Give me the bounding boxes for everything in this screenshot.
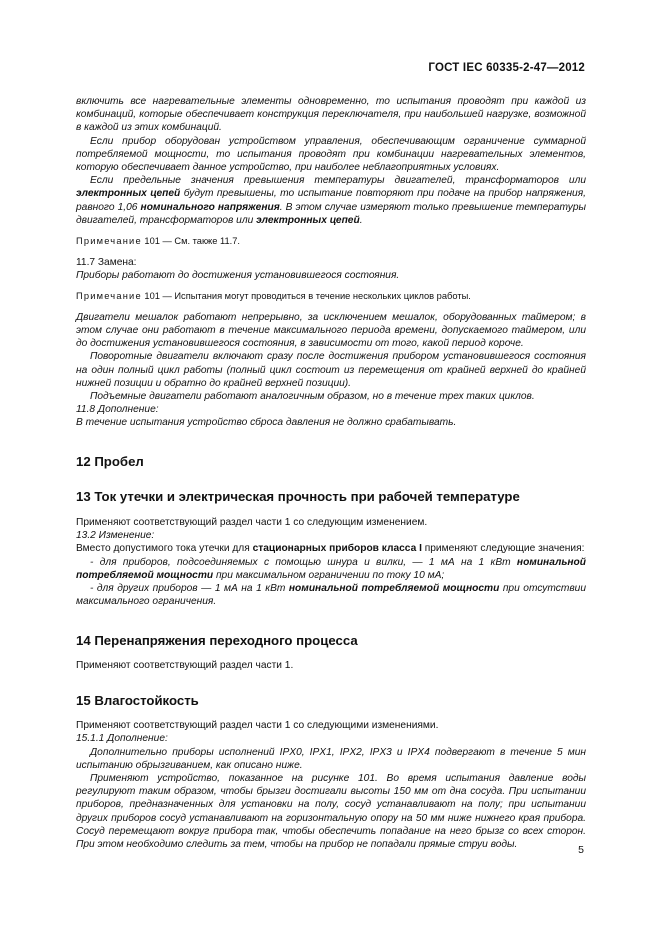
paragraph: Если прибор оборудован устройством управления, обеспечивающим ограничение суммарной потребляемой мощности, то испытания проводят при комбинации нагревательных элементов, которую обеспечивает данное устройство, при наиболее неблагоприятных условиях. [76, 135, 586, 174]
paragraph: Двигатели мешалок работают непрерывно, за исключением мешалок, оборудованных таймером; в этом случае они работают в течение максимального периода времени, допускаемого таймером, или до достижения установившегося состояния, в зависимости от того, какой период короче. [76, 311, 586, 350]
list-item: - для приборов, подсоединяемых с помощью шнура и вилки, — 1 мА на 1 кВт номинальной потребляемой мощности при максимальном ограничении по току 10 мА; [76, 556, 586, 581]
subsection-title: 15.1.1 Дополнение: [76, 733, 168, 745]
paragraph: Поворотные двигатели включают сразу после достижения прибором установившегося состояния на один полный цикл работы (полный цикл состоит из перемещения от крайней верхней до крайней нижней позиции и обратно до крайней верхней позиции). [76, 351, 586, 389]
note: Примечание 101 — См. также 11.7. [76, 236, 240, 247]
section-heading: 14 Перенапряжения переходного процесса [76, 632, 358, 648]
paragraph: Вместо допустимого тока утечки для стационарных приборов класса I применяют следующие значения: [76, 543, 585, 555]
page-number: 5 [578, 844, 584, 856]
section-heading: 13 Ток утечки и электрическая прочность при рабочей температуре [76, 488, 520, 504]
paragraph: Применяют соответствующий раздел части 1 со следующими изменениями. [76, 720, 439, 732]
section-heading: 15 Влагостойкость [76, 692, 199, 708]
page-content [76, 95, 586, 851]
subsection-title: 11.7 Замена: [76, 257, 137, 269]
subsection-title: 11.8 Дополнение: [76, 404, 159, 416]
paragraph: В течение испытания устройство сброса давления не должно срабатывать. [76, 417, 457, 429]
subsection-title: 13.2 Изменение: [76, 530, 155, 542]
note: Примечание 101 — Испытания могут проводиться в течение нескольких циклов работы. [76, 290, 471, 301]
paragraph: Применяют соответствующий раздел части 1 со следующим изменением. [76, 517, 428, 529]
list-item: - для других приборов — 1 мА на 1 кВт номинальной потребляемой мощности при отсутствии максимального ограничения. [76, 583, 586, 608]
paragraph: Подъемные двигатели работают аналогичным образом, но в течение трех таких циклов. [90, 391, 535, 403]
paragraph: Применяют соответствующий раздел части 1. [76, 659, 294, 671]
paragraph: Дополнительно приборы исполнений IPX0, IPX1, IPX2, IPX3 и IPX4 подвергают в течение 5 мин испытанию обрызгиванием, как описано ниже. [76, 746, 586, 771]
paragraph: Приборы работают до достижения установившегося состояния. [76, 270, 400, 282]
paragraph: Применяют устройство, показанное на рисунке 101. Во время испытания давление воды регулируют таким образом, чтобы брызги достигали высоты 150 мм от дна сосуда. При испытании приборов, предназначенных для установки на полу, сосуд устанавливают на полу; при испытании других приборов сосуд устанавливают на горизонтальную опору на 50 мм ниже нижнего края прибора. Сосуд перемещают вокруг прибора так, чтобы обеспечить попадание на него брызг со всех сторон. При этом необходимо следить за тем, чтобы на прибор не попадали прямые струи воды. [76, 772, 586, 850]
section-heading: 12 Пробел [76, 453, 144, 469]
standard-header: ГОСТ IEC 60335-2-47—2012 [428, 62, 585, 74]
paragraph: Если предельные значения превышения температуры двигателей, трансформаторов или электронных цепей будут превышены, то испытание повторяют при подаче на прибор напряжения, равного 1,06 номинального напряжения. В этом случае измеряют только превышение температуры двигателей, трансформаторов или электронных цепей. [76, 175, 586, 226]
paragraph: включить все нагревательные элементы одновременно, то испытания проводят при каждой из комбинаций, которые обеспечивает конструкция переключателя, при наибольшей нагрузке, возможной в каждой из этих комбинаций. [76, 96, 586, 134]
